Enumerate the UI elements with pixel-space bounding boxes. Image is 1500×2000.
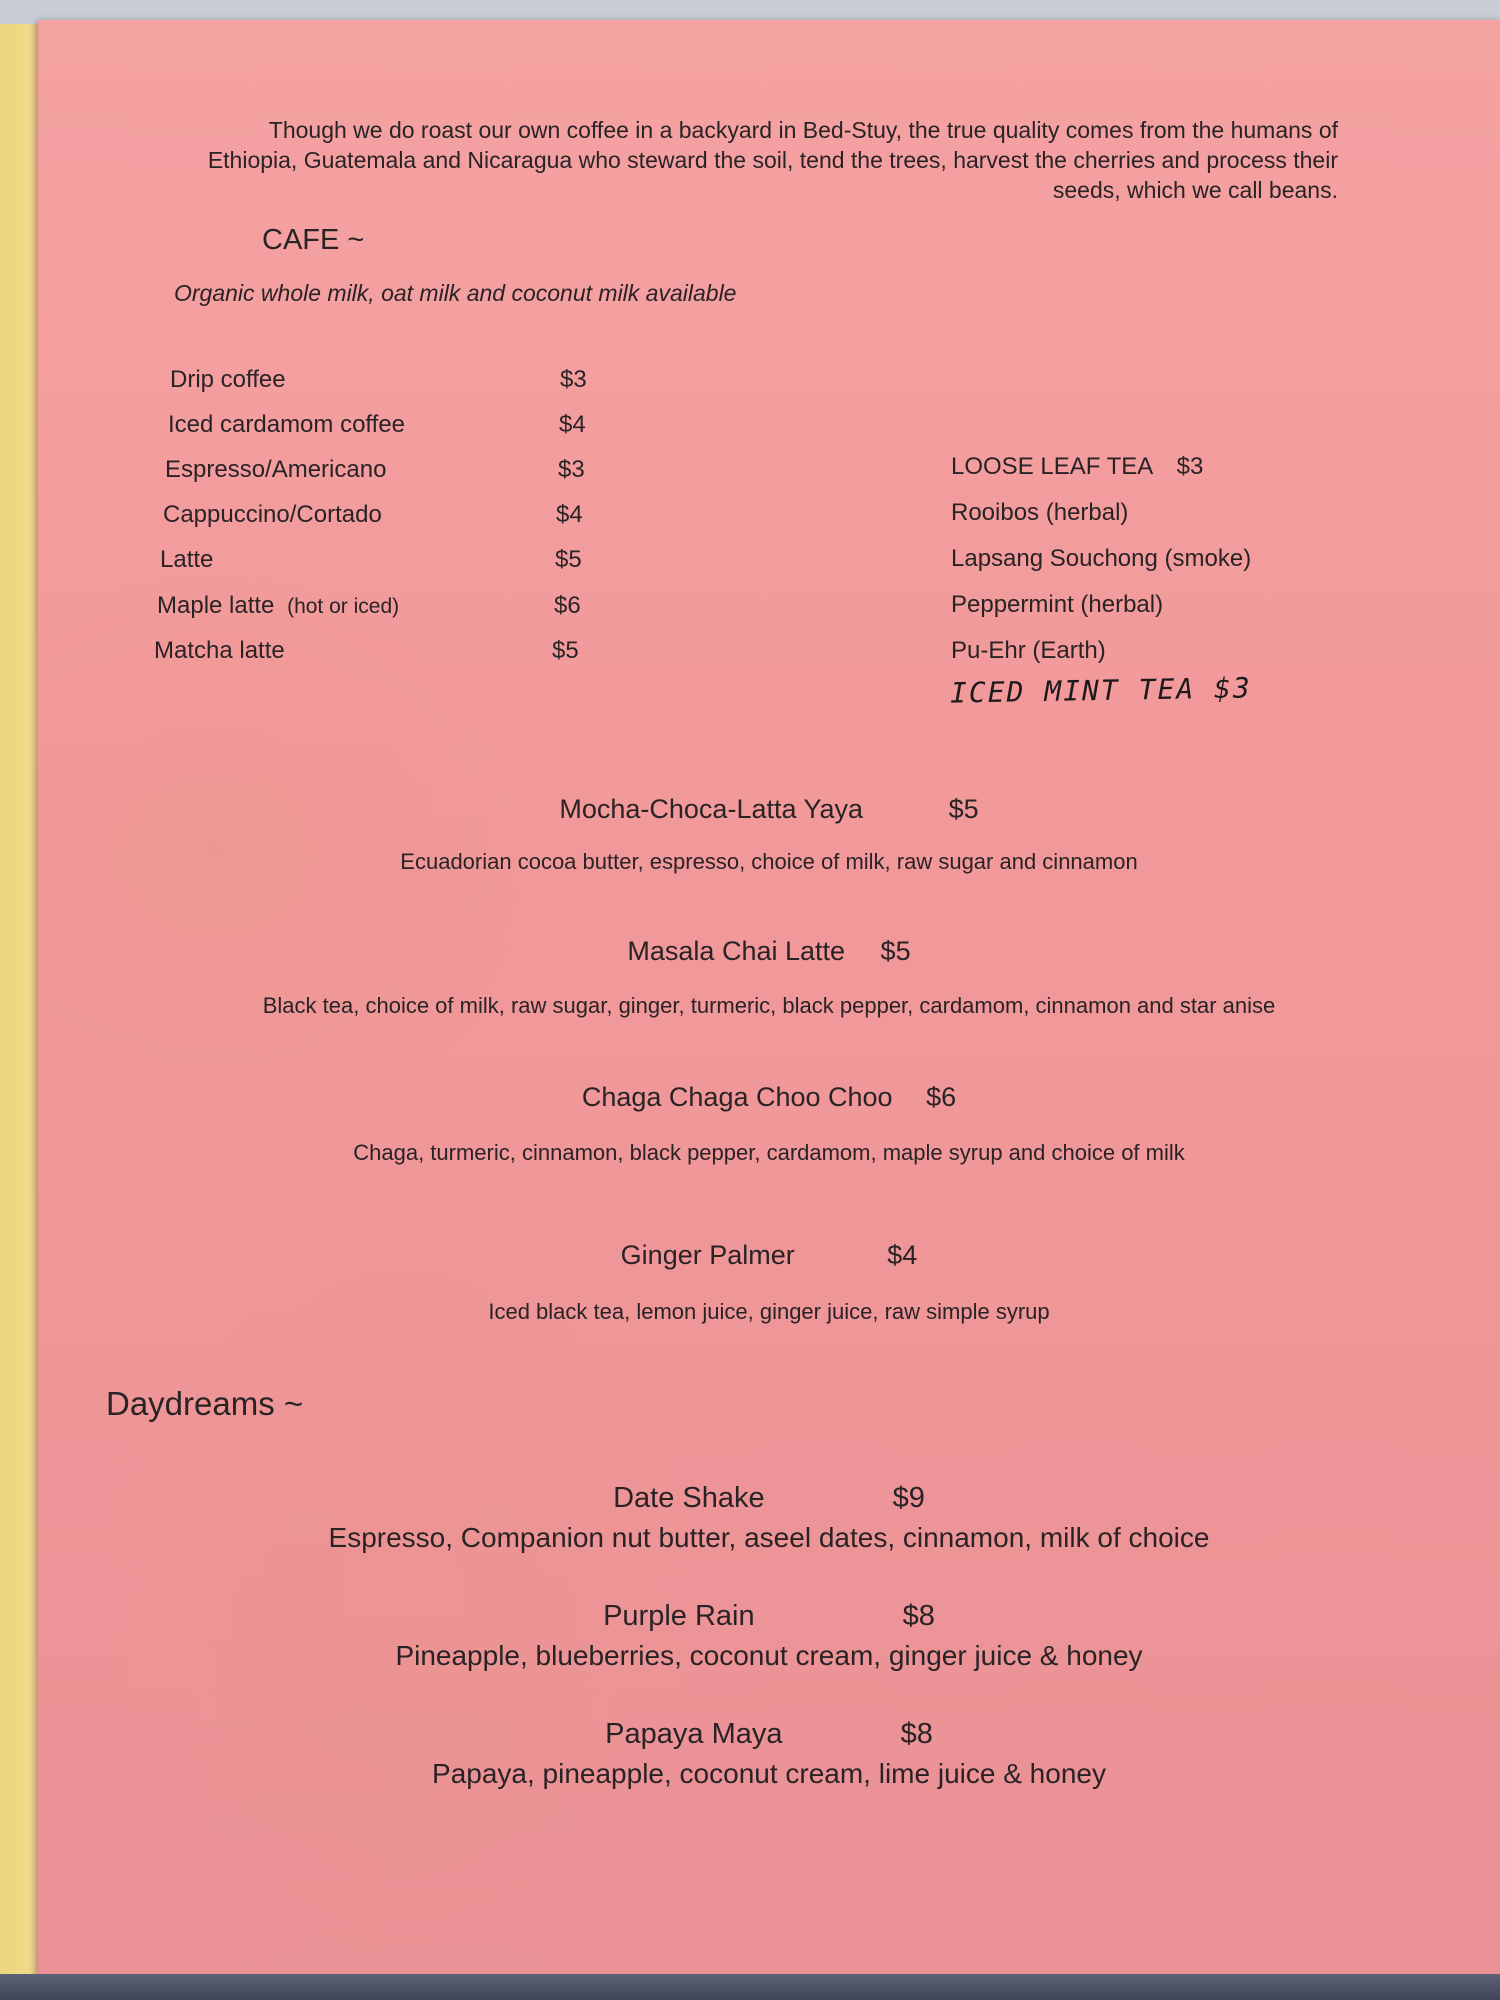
special-drink-title bbox=[38, 794, 1500, 825]
drink-name: Masala Chai Latte bbox=[627, 936, 846, 966]
daydreams-heading: Daydreams ~ bbox=[106, 1385, 304, 1422]
background-page-edge bbox=[0, 24, 40, 1984]
intro-paragraph: Though we do roast our own coffee in a backyard in Bed-Stuy, the true quality comes from the humans of Ethiopia, Guatemala and Nicaragua who steward the soil, tend the trees, harvest the cherries and process their seeds, which we call beans. bbox=[207, 117, 1338, 203]
menu-item-name-text: Maple latte bbox=[157, 592, 275, 619]
drink-price: $6 bbox=[926, 1082, 957, 1112]
menu-item-qualifier: (hot or iced) bbox=[287, 595, 400, 618]
smoothie-title bbox=[38, 1718, 1500, 1751]
special-drink-title bbox=[38, 936, 1500, 967]
smoothie-name: Date Shake bbox=[613, 1482, 765, 1514]
menu-item-price: $3 bbox=[560, 366, 587, 393]
smoothie-price: $8 bbox=[902, 1600, 935, 1632]
menu-item-name: Matcha latte bbox=[154, 637, 285, 664]
tea-price: $3 bbox=[1176, 453, 1204, 480]
drink-name: Mocha-Choca-Latta Yaya bbox=[559, 794, 864, 824]
menu-page bbox=[38, 20, 1500, 1995]
smoothie-description: Pineapple, blueberries, coconut cream, ginger juice & honey bbox=[395, 1640, 1143, 1671]
menu-item-name: Iced cardamom coffee bbox=[168, 411, 406, 438]
drink-description: Chaga, turmeric, cinnamon, black pepper, cardamom, maple syrup and choice of milk bbox=[353, 1140, 1185, 1165]
menu-item-price: $3 bbox=[558, 456, 585, 483]
tea-item: Rooibos (herbal) bbox=[951, 499, 1129, 526]
menu-item-price: $4 bbox=[556, 501, 583, 528]
smoothie-name: Purple Rain bbox=[603, 1600, 755, 1632]
menu-item-price: $6 bbox=[554, 592, 581, 619]
smoothie-price: $9 bbox=[892, 1482, 925, 1514]
drink-description: Iced black tea, lemon juice, ginger juice, raw simple syrup bbox=[488, 1299, 1050, 1324]
smoothie-description: Espresso, Companion nut butter, aseel dates, cinnamon, milk of choice bbox=[328, 1522, 1210, 1553]
menu-item-name bbox=[157, 592, 399, 620]
smoothie-name: Papaya Maya bbox=[605, 1718, 783, 1750]
menu-item-name: Espresso/Americano bbox=[165, 456, 387, 483]
tea-heading-text: LOOSE LEAF TEA bbox=[951, 453, 1152, 480]
drink-price: $5 bbox=[948, 794, 979, 824]
smoothie-title bbox=[38, 1600, 1500, 1633]
drink-price: $5 bbox=[880, 936, 911, 966]
drink-name: Chaga Chaga Choo Choo bbox=[581, 1082, 893, 1112]
menu-item-name: Drip coffee bbox=[170, 366, 286, 393]
menu-item-name: Latte bbox=[160, 546, 214, 573]
drink-name: Ginger Palmer bbox=[620, 1240, 795, 1270]
smoothie-price: $8 bbox=[900, 1718, 933, 1750]
menu-item-price: $4 bbox=[559, 411, 586, 438]
drink-description: Ecuadorian cocoa butter, espresso, choice of milk, raw sugar and cinnamon bbox=[400, 849, 1138, 874]
menu-item-price: $5 bbox=[555, 546, 582, 573]
background-table-edge bbox=[0, 1974, 1500, 2000]
tea-heading bbox=[951, 453, 1203, 481]
drink-description: Black tea, choice of milk, raw sugar, ginger, turmeric, black pepper, cardamom, cinnamon and star anise bbox=[262, 993, 1276, 1018]
milk-note: Organic whole milk, oat milk and coconut milk available bbox=[174, 280, 737, 306]
smoothie-title bbox=[38, 1482, 1500, 1515]
special-drink-title bbox=[38, 1240, 1500, 1271]
menu-item-price: $5 bbox=[552, 637, 579, 664]
tea-item: Pu-Ehr (Earth) bbox=[951, 637, 1106, 664]
handwritten-note: ICED MINT TEA $3 bbox=[949, 671, 1252, 710]
cafe-heading: CAFE ~ bbox=[262, 224, 365, 256]
tea-item: Lapsang Souchong (smoke) bbox=[951, 545, 1252, 572]
smoothie-description: Papaya, pineapple, coconut cream, lime juice & honey bbox=[432, 1758, 1106, 1789]
drink-price: $4 bbox=[887, 1240, 918, 1270]
special-drink-title bbox=[38, 1082, 1500, 1113]
menu-item-name: Cappuccino/Cortado bbox=[163, 501, 382, 528]
tea-item: Peppermint (herbal) bbox=[951, 591, 1164, 618]
